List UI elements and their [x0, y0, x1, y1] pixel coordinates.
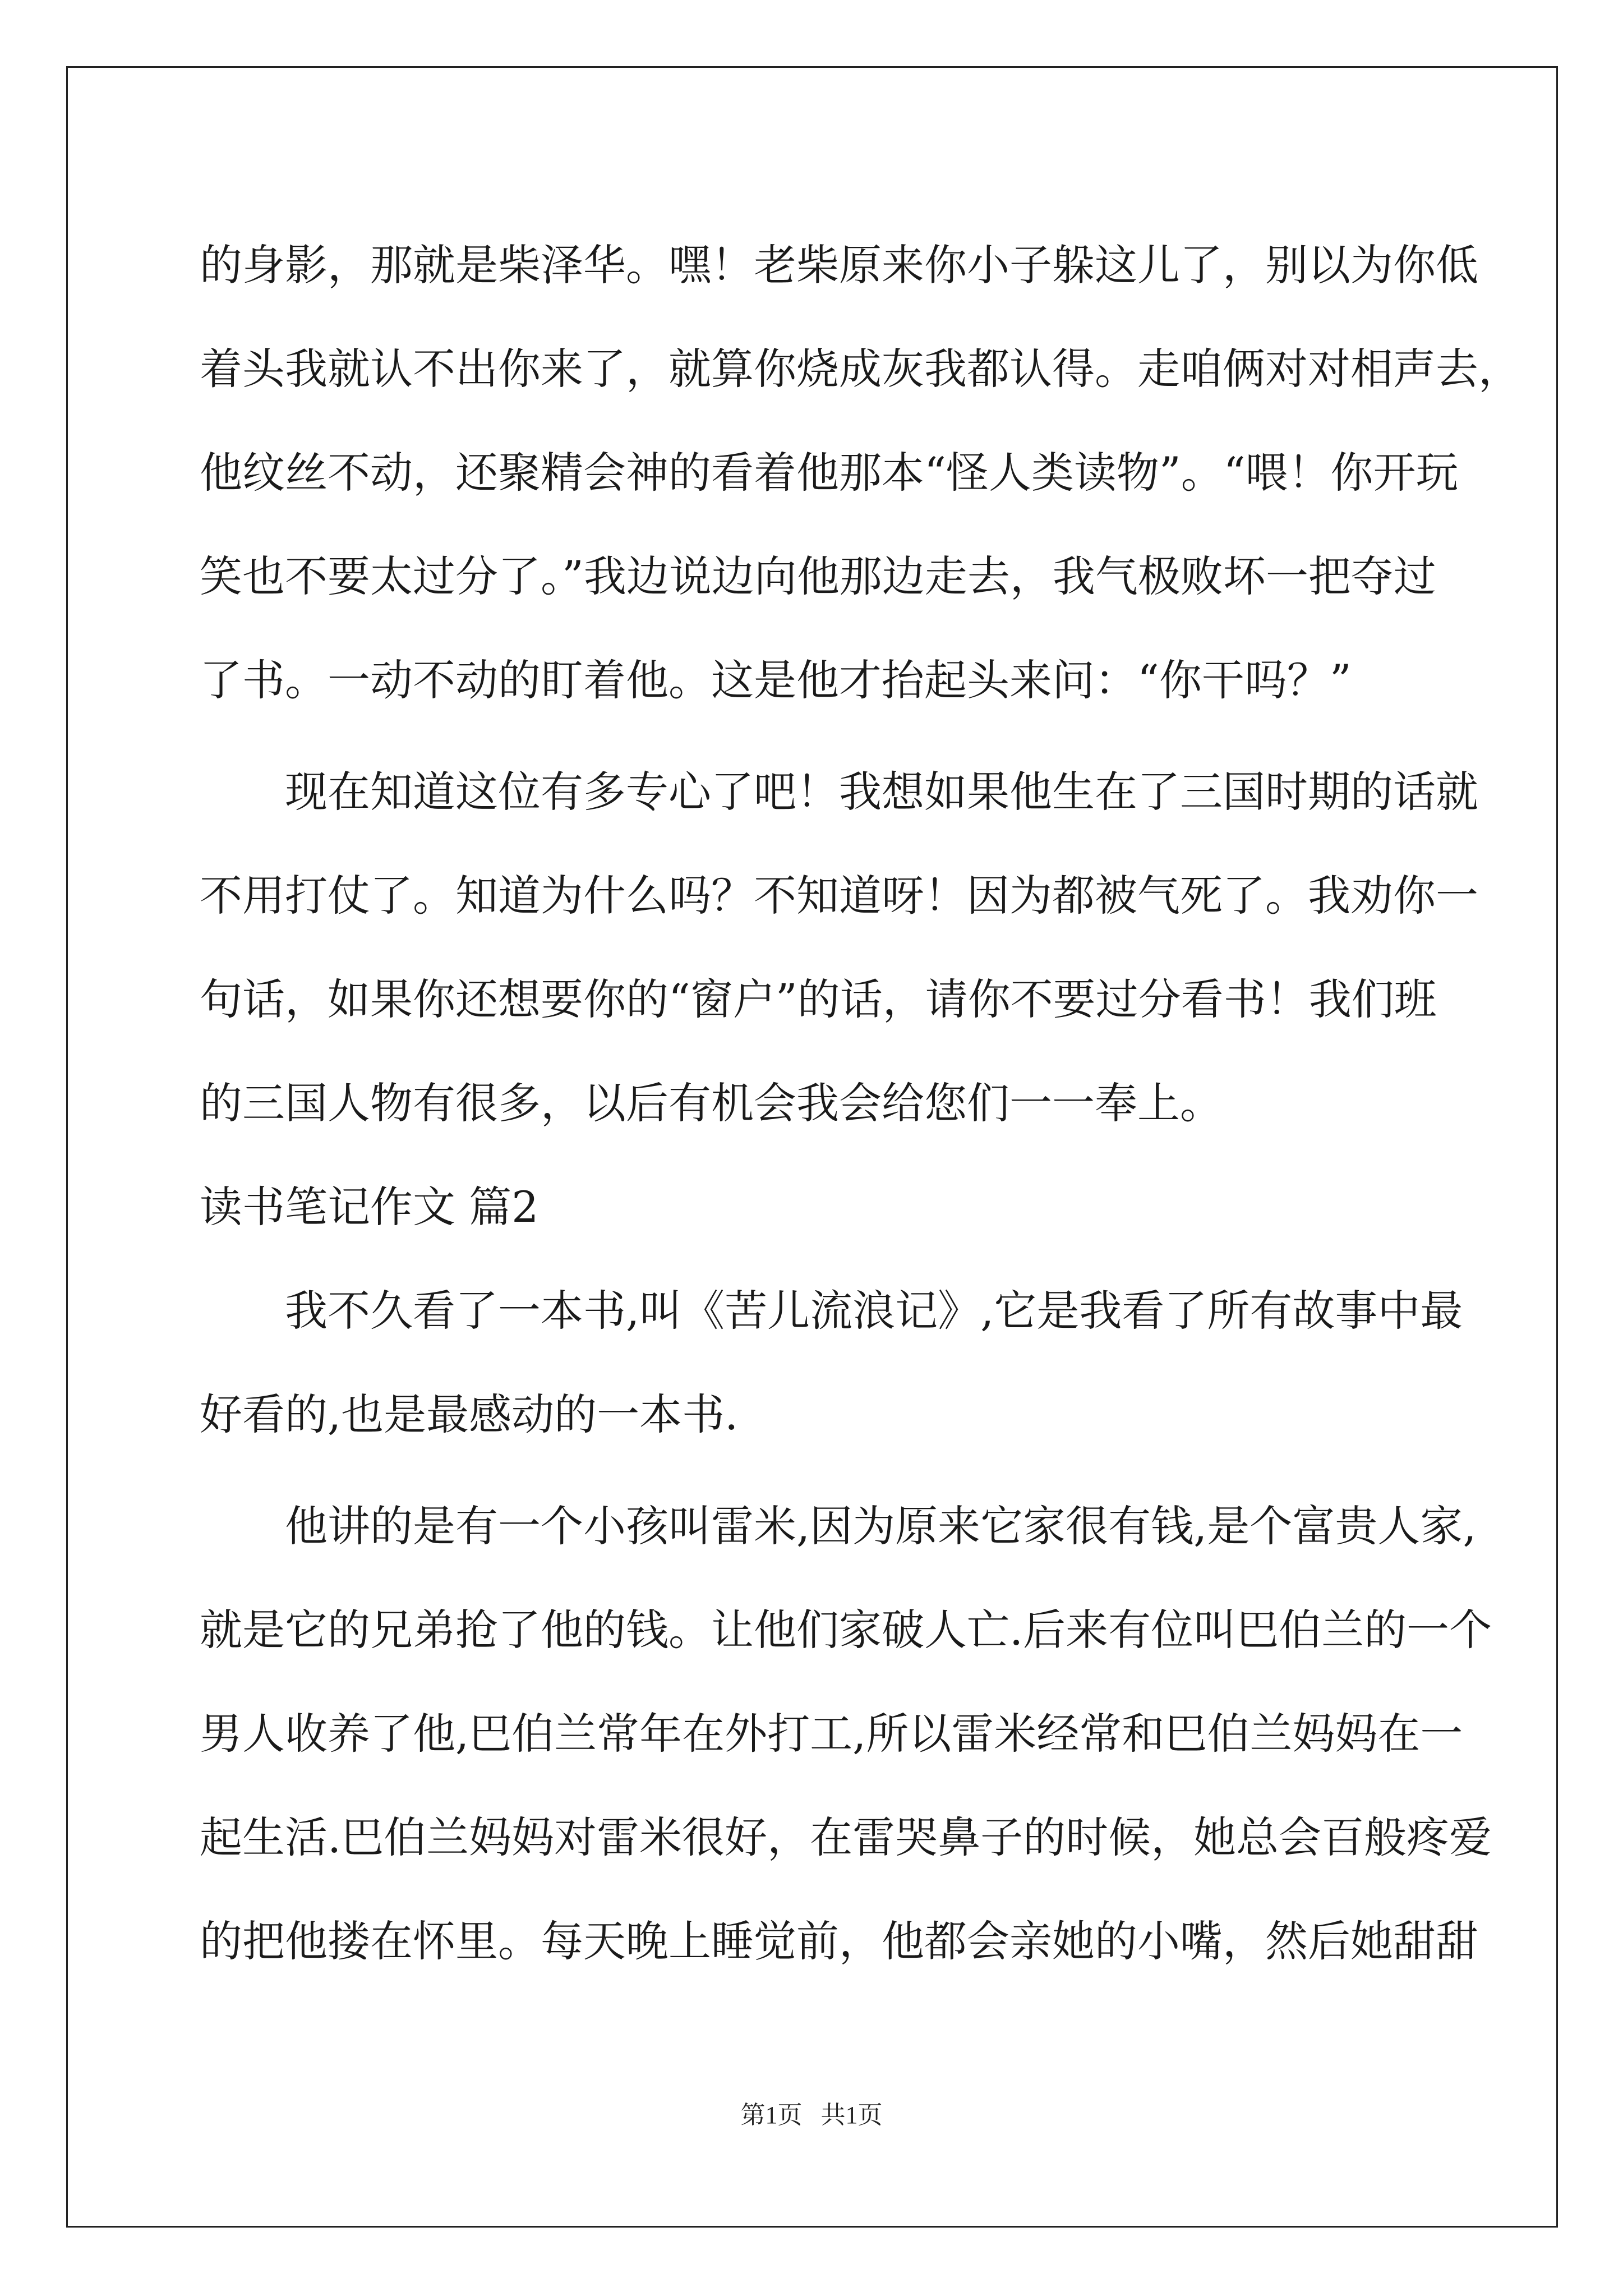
text-line: 我不久看了一本书,叫《苦儿流浪记》,它是我看了所有故事中最	[285, 1286, 1463, 1336]
text-line: 他讲的是有一个小孩叫雷米,因为原来它家很有钱,是个富贵人家,	[285, 1501, 1477, 1551]
text-line: 的三国人物有很多，以后有机会我会给您们一一奉上。	[200, 1078, 1223, 1128]
text-line: 的把他搂在怀里。每天晚上睡觉前，他都会亲她的小嘴，然后她甜甜	[200, 1916, 1478, 1966]
text-line: 好看的,也是最感动的一本书.	[200, 1389, 739, 1439]
text-line: 了书。一动不动的盯着他。这是他才抬起头来问：“你干吗？”	[200, 655, 1352, 705]
paragraph-4	[200, 1474, 1492, 1993]
document-body	[200, 213, 1521, 1993]
page-footer	[0, 2095, 1623, 2131]
text-line: 起生活.巴伯兰妈妈对雷米很好，在雷哭鼻子的时候，她总会百般疼爱	[200, 1812, 1492, 1862]
paragraph-1	[200, 213, 1521, 732]
text-line: 就是它的兄弟抢了他的钱。让他们家破人亡.后来有位叫巴伯兰的一个	[200, 1605, 1492, 1655]
text-line: 着头我就认不出你来了，就算你烧成灰我都认得。走咱俩对对相声去，	[200, 344, 1521, 394]
text-line: 男人收养了他,巴伯兰常年在外打工,所以雷米经常和巴伯兰妈妈在一	[200, 1709, 1463, 1759]
paragraph-2	[200, 740, 1478, 1155]
page-number: 第1页 共1页	[740, 2101, 883, 2129]
section-heading: 读书笔记作文 篇2	[200, 1182, 539, 1232]
text-line: 笑也不要太过分了。”我边说边向他那边走去，我气极败坏一把夺过	[200, 551, 1436, 601]
text-line: 他纹丝不动，还聚精会神的看着他那本“怪人类读物”。“喂！你开玩	[200, 448, 1459, 498]
text-line: 句话，如果你还想要你的“窗户”的话，请你不要过分看书！我们班	[200, 974, 1437, 1024]
paragraph-3	[200, 1259, 1463, 1466]
text-line: 不用打仗了。知道为什么吗？不知道呀！因为都被气死了。我劝你一	[200, 871, 1478, 921]
text-line: 的身影，那就是柴泽华。嘿！老柴原来你小子躲这儿了，别以为你低	[200, 240, 1478, 290]
text-line: 现在知道这位有多专心了吧！我想如果他生在了三国时期的话就	[285, 767, 1478, 817]
